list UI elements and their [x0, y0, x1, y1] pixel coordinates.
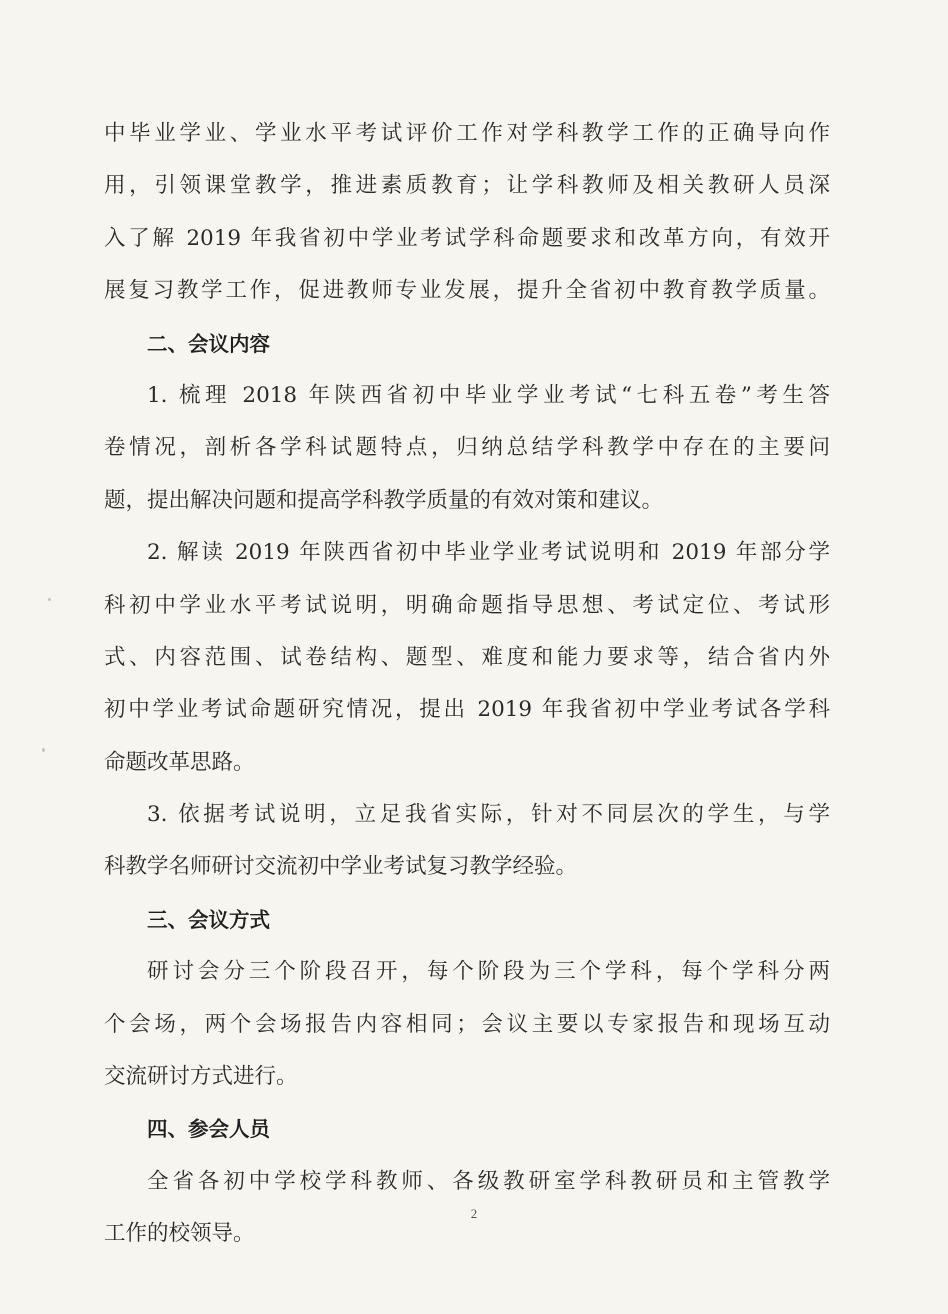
paragraph-line: 科初中学业水平考试说明，明确命题指导思想、考试定位、考试形: [104, 592, 830, 618]
page-number: 2: [470, 1206, 478, 1221]
paragraph-line: 交流研讨方式进行。: [104, 1064, 298, 1090]
scan-speck: [42, 748, 45, 752]
section-heading-method: 三、会议方式: [147, 907, 270, 932]
paragraph-line: 科教学名师研讨交流初中学业考试复习教学经验。: [104, 854, 578, 880]
paragraph-line: 中毕业学业、学业水平考试评价工作对学科教学工作的正确导向作: [104, 121, 830, 146]
paragraph-line: 命题改革思路。: [104, 749, 255, 775]
paragraph-line: 展复习教学工作，促进教师专业发展，提升全省初中教育教学质量。: [104, 278, 830, 304]
paragraph-line: 用，引领课堂教学，推进素质教育；让学科教师及相关教研人员深: [104, 173, 830, 199]
paragraph-line: 研讨会分三个阶段召开，每个阶段为三个学科，每个学科分两: [147, 959, 830, 985]
paragraph-line: 卷情况，剖析各学科试题特点，归纳总结学科教学中存在的主要问: [104, 435, 830, 461]
paragraph-line: 入了解 2019 年我省初中学业考试学科命题要求和改革方向，有效开: [104, 225, 830, 251]
paragraph-line: 题，提出解决问题和提高学科教学质量的有效对策和建议。: [104, 487, 664, 513]
paragraph-line: 式、内容范围、试卷结构、题型、难度和能力要求等，结合省内外: [104, 644, 830, 670]
section-heading-attendees: 四、参会人员: [147, 1117, 270, 1142]
paragraph-line: 个会场，两个会场报告内容相同；会议主要以专家报告和现场互动: [104, 1011, 830, 1037]
paragraph-line: 初中学业考试命题研究情况，提出 2019 年我省初中学业考试各学科: [104, 697, 830, 723]
paragraph-line: 3. 依据考试说明，立足我省实际，针对不同层次的学生，与学: [147, 802, 830, 828]
paragraph-line: 2. 解读 2019 年陕西省初中毕业学业考试说明和 2019 年部分学: [147, 540, 830, 566]
paragraph-line: 1. 梳理 2018 年陕西省初中毕业学业考试“七科五卷”考生答: [147, 382, 830, 408]
scan-speck: [48, 598, 51, 601]
paragraph-line: 全省各初中学校学科教师、各级教研室学科教研员和主管教学: [147, 1168, 830, 1194]
section-heading-content: 二、会议内容: [147, 331, 270, 356]
paragraph-line: 工作的校领导。: [104, 1221, 255, 1247]
